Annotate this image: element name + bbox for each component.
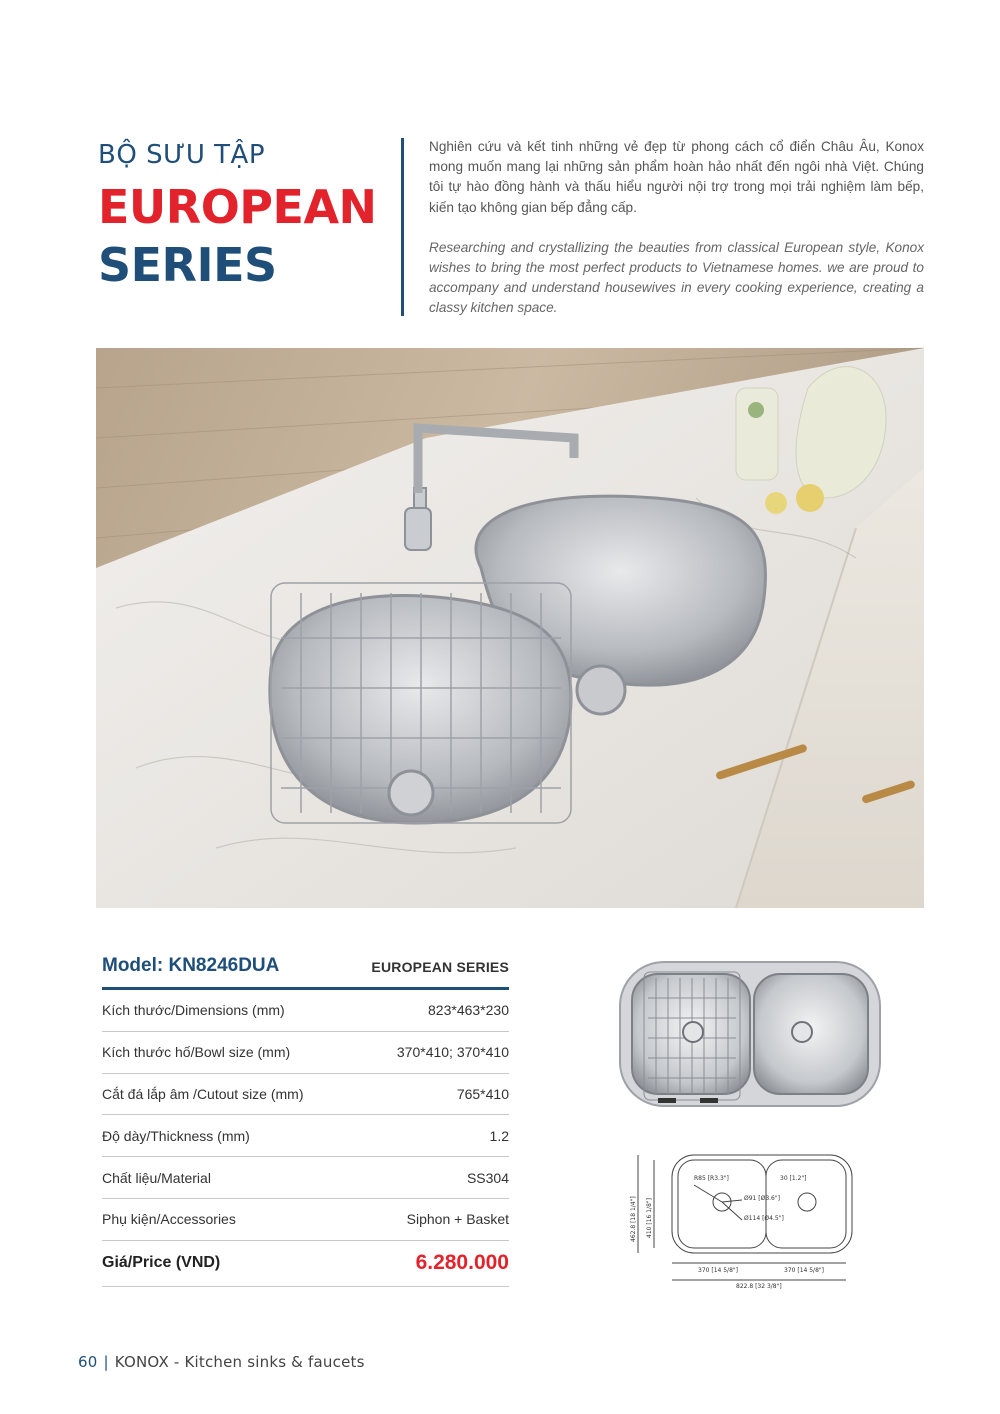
intro-english: Researching and crystallizing the beauties from classical European style, Konox wishes to bring the most perfect products to Vietnamese homes. we are proud to accompany and understand housewives in every cooking experience, creating a classy kitchen space. [429, 239, 924, 316]
footer-separator: | [103, 1353, 109, 1371]
spec-row-accessories [102, 1199, 509, 1241]
kitchen-sink-photo [96, 348, 924, 908]
spec-label: Cắt đá lắp âm /Cutout size (mm) [102, 1085, 304, 1102]
heading-divider [401, 138, 404, 316]
spec-label: Kích thước hố/Bowl size (mm) [102, 1044, 291, 1061]
dim-30: 30 [1.2"] [780, 1175, 807, 1182]
spec-row-cutout-size [102, 1074, 509, 1116]
technical-drawing [632, 1150, 858, 1290]
dim-r85: R85 [R3.3"] [694, 1175, 729, 1182]
model-name: Model: KN8246DUA [102, 955, 280, 976]
spec-value: 370*410; 370*410 [396, 1044, 509, 1061]
price-label: Giá/Price (VND) [102, 1254, 221, 1272]
spec-label: Kích thước/Dimensions (mm) [102, 1002, 285, 1019]
dim-w370b: 370 [14 5/8"] [784, 1267, 824, 1274]
spec-label: Chất liệu/Material [102, 1169, 211, 1186]
series-title-line2: SERIES [98, 238, 277, 292]
spec-value: Siphon + Basket [406, 1211, 509, 1228]
dim-h410: 410 [16 1/8"] [646, 1198, 653, 1238]
page-number: 60 [78, 1353, 98, 1371]
spec-value: 823*463*230 [428, 1002, 509, 1019]
spec-table [102, 950, 509, 1287]
series-title-line1: EUROPEAN [98, 180, 377, 234]
sink-top-view [618, 958, 882, 1110]
spec-value: 765*410 [456, 1085, 509, 1102]
dim-w370a: 370 [14 5/8"] [698, 1267, 738, 1274]
spec-value: 1.2 [489, 1127, 509, 1144]
spec-row-dimensions [102, 990, 509, 1032]
spec-row-material [102, 1157, 509, 1199]
spec-label: Phụ kiện/Accessories [102, 1211, 236, 1228]
spec-header [102, 950, 509, 990]
spec-label: Độ dày/Thickness (mm) [102, 1127, 250, 1144]
intro-vietnamese: Nghiên cứu và kết tinh những vẻ đẹp từ phong cách cổ điển Châu Âu, Konox mong muốn mang lại những sản phẩm hoàn hảo nhất đến ngôi nhà Việt. Chúng tôi tự hào đồng hành và thấu hiểu người nội trợ trong mọi trải nghiệm làm bếp, kiến tạo không gian bếp đẳng cấp. [429, 139, 924, 215]
spec-value: SS304 [466, 1169, 509, 1186]
dim-d91: Ø91 [Ø3.6"] [744, 1195, 780, 1202]
spec-row-price [102, 1241, 509, 1287]
dim-w823: 822.8 [32 3/8"] [736, 1283, 782, 1290]
footer-text: KONOX - Kitchen sinks & faucets [114, 1353, 365, 1371]
spec-row-thickness [102, 1115, 509, 1157]
intro-text [429, 137, 924, 319]
series-name: EUROPEAN SERIES [371, 959, 509, 975]
collection-kicker: BỘ SƯU TẬP [98, 140, 266, 170]
dim-d114: Ø114 [Ø4.5"] [744, 1215, 784, 1222]
series-heading [98, 140, 388, 292]
price-value: 6.280.000 [415, 1251, 509, 1275]
dim-h463: 462.8 [18 1/4"] [630, 1196, 637, 1242]
spec-row-bowl-size [102, 1032, 509, 1074]
page-footer [78, 1353, 365, 1371]
